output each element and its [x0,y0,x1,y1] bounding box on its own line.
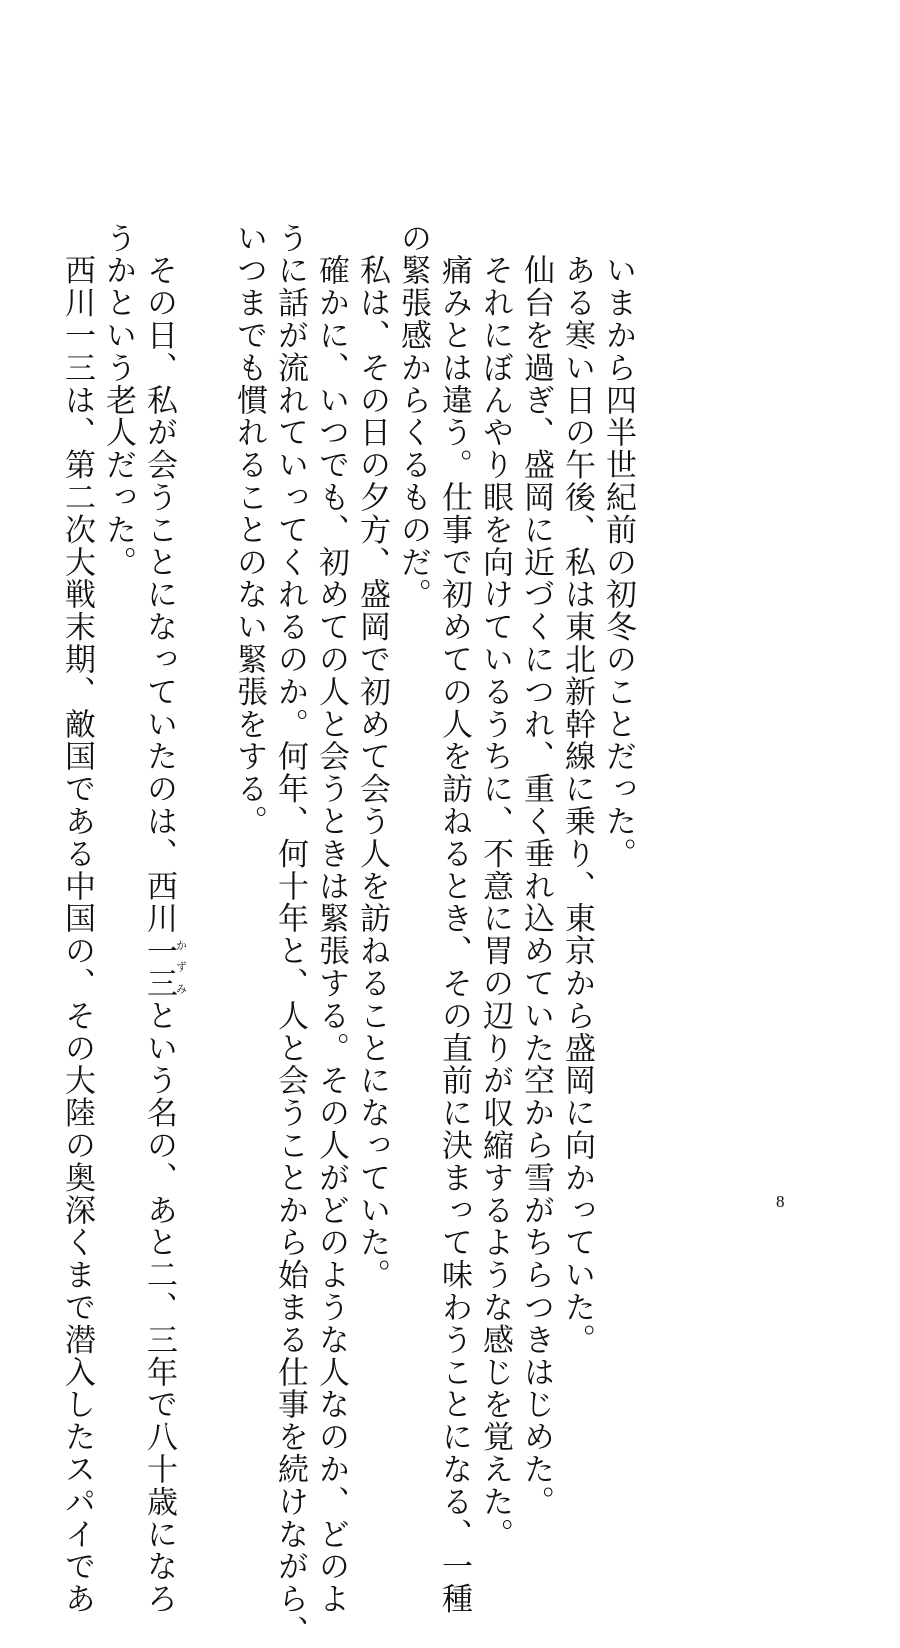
text-line: いまから四半世紀前の初冬のことだった。 [600,222,636,870]
text-line: の緊張感からくるものだ。 [395,222,431,611]
text-line: いつまでも慣れることのない緊張をする。 [231,222,267,838]
text-line: うに話が流れていってくれるのか。何年、何十年と、人と会うことから始まる仕事を続けながら、 [272,222,308,1648]
text-line: うかという老人だった。 [100,222,136,579]
text-line: 私は、その日の夕方、盛岡で初めて会う人を訪ねることになっていた。 [354,222,390,1292]
ruby-name [141,934,188,1000]
text-line: 仙台を過ぎ、盛岡に近づくにつれ、重く垂れ込めていた空から雪がちらつきはじめた。 [518,222,554,1518]
vertical-text-body [59,222,638,1648]
blank-line [187,222,228,1162]
text-line: 確かに、いつでも、初めての人と会うときは緊張する。その人がどのような人なのか、どのよ [313,222,349,1616]
text-line: 西川一三は、第二次大戦末期、敵国である中国の、その大陸の奥深くまで潜入したスパイであ [59,222,95,1616]
text-line: 痛みとは違う。仕事で初めての人を訪ねるとき、その直前に決まって味わうことになる、一種 [436,222,472,1616]
text-segment: その日、私が会うことになっていたのは、西川 [141,222,177,935]
text-line: ある寒い日の午後、私は東北新幹線に乗り、東京から盛岡に向かっていた。 [559,222,595,1356]
text-line-with-ruby [138,222,188,1616]
text-segment: という名の、あと二、三年で八十歳になろ [141,999,177,1616]
ruby-reading: かずみ [174,934,188,1000]
text-line: それにぼんやり眼を向けているうちに、不意に胃の辺りが収縮するような感じを覚えた。 [477,222,513,1551]
ruby-base: 一三 [141,934,177,1000]
page-number: 8 [776,1192,785,1211]
